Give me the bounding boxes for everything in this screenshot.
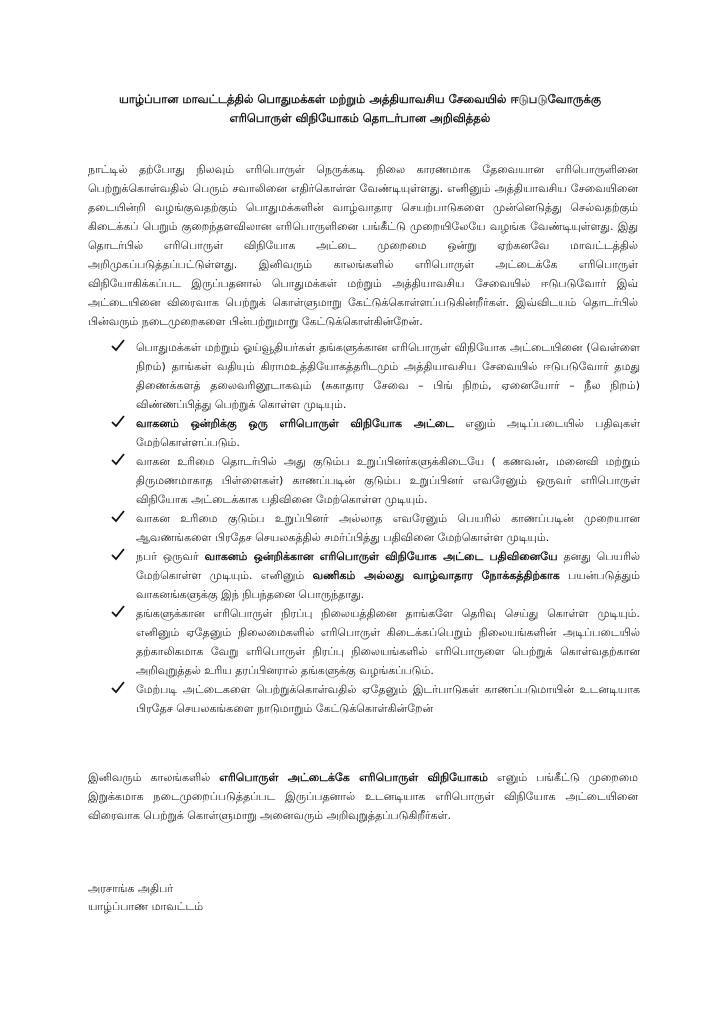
- signature-block: [88, 880, 203, 916]
- closing-text: இனிவரும் காலங்களில்: [88, 771, 220, 784]
- list-item: [110, 680, 640, 718]
- item-text: மேற்படி அட்டைகளை பெற்றுக்கொள்வதில் ஏதேனும் இடர்பாடுகள் காணப்படுமாயின் உடனடியாக பிரதேச செயலகங்களை நாடுமாறும் கேட்டுக்கொள்கின்றேன்: [136, 683, 640, 715]
- closing-paragraph: [88, 768, 638, 825]
- signature-district: யாழ்ப்பாண மாவட்டம்: [88, 900, 204, 913]
- notice-title: [60, 90, 660, 128]
- check-icon: [110, 414, 126, 430]
- item-text: நபர் ஒருவர்: [136, 550, 205, 563]
- item-text: பயன்படுத்தும் வாகனங்களுக்கு இந் நிபந்தனை பொருந்தாது.: [136, 569, 640, 601]
- list-item: [110, 414, 640, 452]
- list-item: [110, 452, 640, 509]
- check-icon: [110, 338, 126, 354]
- check-icon: [110, 452, 126, 468]
- list-item: [110, 509, 640, 547]
- procedure-list: [110, 338, 640, 718]
- title-line-2: எரிபொருள் விநியோகம் தொடர்பான அறிவித்தல்: [229, 111, 491, 125]
- list-item: [110, 604, 640, 680]
- intro-paragraph: நாட்டில் தற்போது நிலவும் எரிபொருள் நெருக்கடி நிலை காரணமாக தேவையான எரிபொருளினை பெற்றுக்கொள்வதில் பெரும் சவாலினை எதிர்கொள்ள வேண்டியுள்ளது. எனினும் அத்தியாவசிய சேவையினை தடையின்றி வழங்குவதற்கும் பொதுமக்களின் வாழ்வாதார செயற்பாடுகளை முன்னெடுத்து செல்வதற்கும் கிடைக்கப் பெறும் குறைந்தளவிலான எரிபொருளினை பங்கீட்டு முறையிலேயே வழங்க வேண்டியுள்ளது. இது தொடர்பில் எரிபொருள் விநியோக அட்டை முறைமை ஒன்று ஏற்கனவே மாவட்டத்தில் அறிமுகப்படுத்தப்பட்டுள்ளது. இனிவரும் காலங்களில் எரிபொருள் அட்டைக்கே எரிபொருள் விநியோகிக்கப்பட இருப்பதனால் பொதுமக்கள் மற்றும் அத்தியாவசிய சேவையில் ஈடுபடுவோர் இவ் அட்டையினை விரைவாக பெற்றுக் கொள்ளுமாறு கேட்டுக்கொள்ளப்படுகின்றீர்கள். இவ்விடயம் தொடர்பில் பின்வரும் நடைமுறைகளை பின்பற்றுமாறு கேட்டுக்கொள்கின்றேன்.: [88, 163, 638, 328]
- item-text: வாகன உரிமை குடும்ப உறுப்பினர் அல்லாத எவரேனும் பெயரில் காணப்படின் முறையான ஆவணங்களை பிரதேச செயலகத்தில் சமர்ப்பித்து பதிவினை மேற்கொள்ள முடியும்.: [136, 512, 640, 544]
- item-text: எனும் அடிப்படையில் பதிவுகள் மேற்கொள்ளப்படும்.: [136, 417, 640, 449]
- item-bold-text: வாகனம் ஒன்றிக்கு ஒரு எரிபொருள் விநியோக அட்டை: [136, 417, 454, 430]
- check-icon: [110, 547, 126, 563]
- item-bold-text: வணிகம் அல்லது வாழ்வாதார நோக்கத்திற்காக: [312, 569, 560, 582]
- closing-text: எனும் பங்கீட்டு முறைமை இறுக்கமாக நடைமுறைப்படுத்தப்பட இருப்பதனால் உடனடியாக எரிபொருள் விநியோக அட்டையினை விரைவாக பெற்றுக் கொள்ளுமாறு அனைவரும் அறிவுறுத்தப்படுகிறீர்கள்.: [88, 771, 638, 822]
- check-icon: [110, 604, 126, 620]
- closing-bold-text: எரிபொருள் அட்டைக்கே எரிபொருள் விநியோகம்: [219, 771, 489, 784]
- item-text: பொதுமக்கள் மற்றும் ஓய்வூதியர்கள் தங்களுக்கான எரிபொருள் விநியோக அட்டையினை (வெள்ளை நிறம்) தாங்கள் வதியும் கிராமஉத்தியோகத்தரிடமும் அத்தியாவசிய சேவையில் ஈடுபடுவோர் தமது திணைக்களத் தலைவரினூடாகவும் (சுகாதார சேவை – பிங் நிறம், ஏனையோர் – நீல நிறம்) விண்ணப்பித்து பெற்றுக் கொள்ள முடியும்.: [136, 341, 640, 411]
- list-item: [110, 338, 640, 414]
- signature-title: அரசாங்க அதிபர்: [88, 882, 174, 895]
- item-text: வாகன உரிமை தொடர்பில் அது குடும்ப உறுப்பினர்களுக்கிடையே ( கணவன், மனைவி மற்றும் திருமணமாகாத பிள்ளைகள்) காணப்படின் குடும்ப உறுப்பினர் எவரேனும் ஒருவர் எரிபொருள் விநியோக அட்டைக்காக பதிவினை மேற்கொள்ள முடியும்.: [136, 455, 640, 506]
- check-icon: [110, 680, 126, 696]
- item-text: தங்களுக்கான எரிபொருள் நிரப்பு நிலையத்தினை தாங்களே தெரிவு செய்து கொள்ள முடியும். எனினும் ஏதேனும் நிலைமைகளில் எரிபொருள் கிடைக்கப்பெறும் நிலையங்களின் அடிப்படையில் தற்காலிகமாக வேறு எரிபொருள் நிரப்பு நிலையங்களில் எரிபொருளை பெற்றுக் கொள்வதற்கான அறிவுறுத்தல் உரிய தரப்பினரால் தங்களுக்கு வழங்கப்படும்.: [136, 607, 640, 677]
- list-item: [110, 547, 640, 604]
- item-text: தனது பெயரில் மேற்கொள்ள முடியும். எனினும்: [136, 550, 641, 582]
- item-bold-text: வாகனம் ஒன்றிக்கான எரிபொருள் விநியோக அட்டை பதிவினையே: [204, 550, 558, 563]
- check-icon: [110, 509, 126, 525]
- title-line-1: யாழ்ப்பான மாவட்டத்தில் பொதுமக்கள் மற்றும் அத்தியாவசிய சேவையில் ஈடுபடுவோருக்கு: [119, 92, 601, 106]
